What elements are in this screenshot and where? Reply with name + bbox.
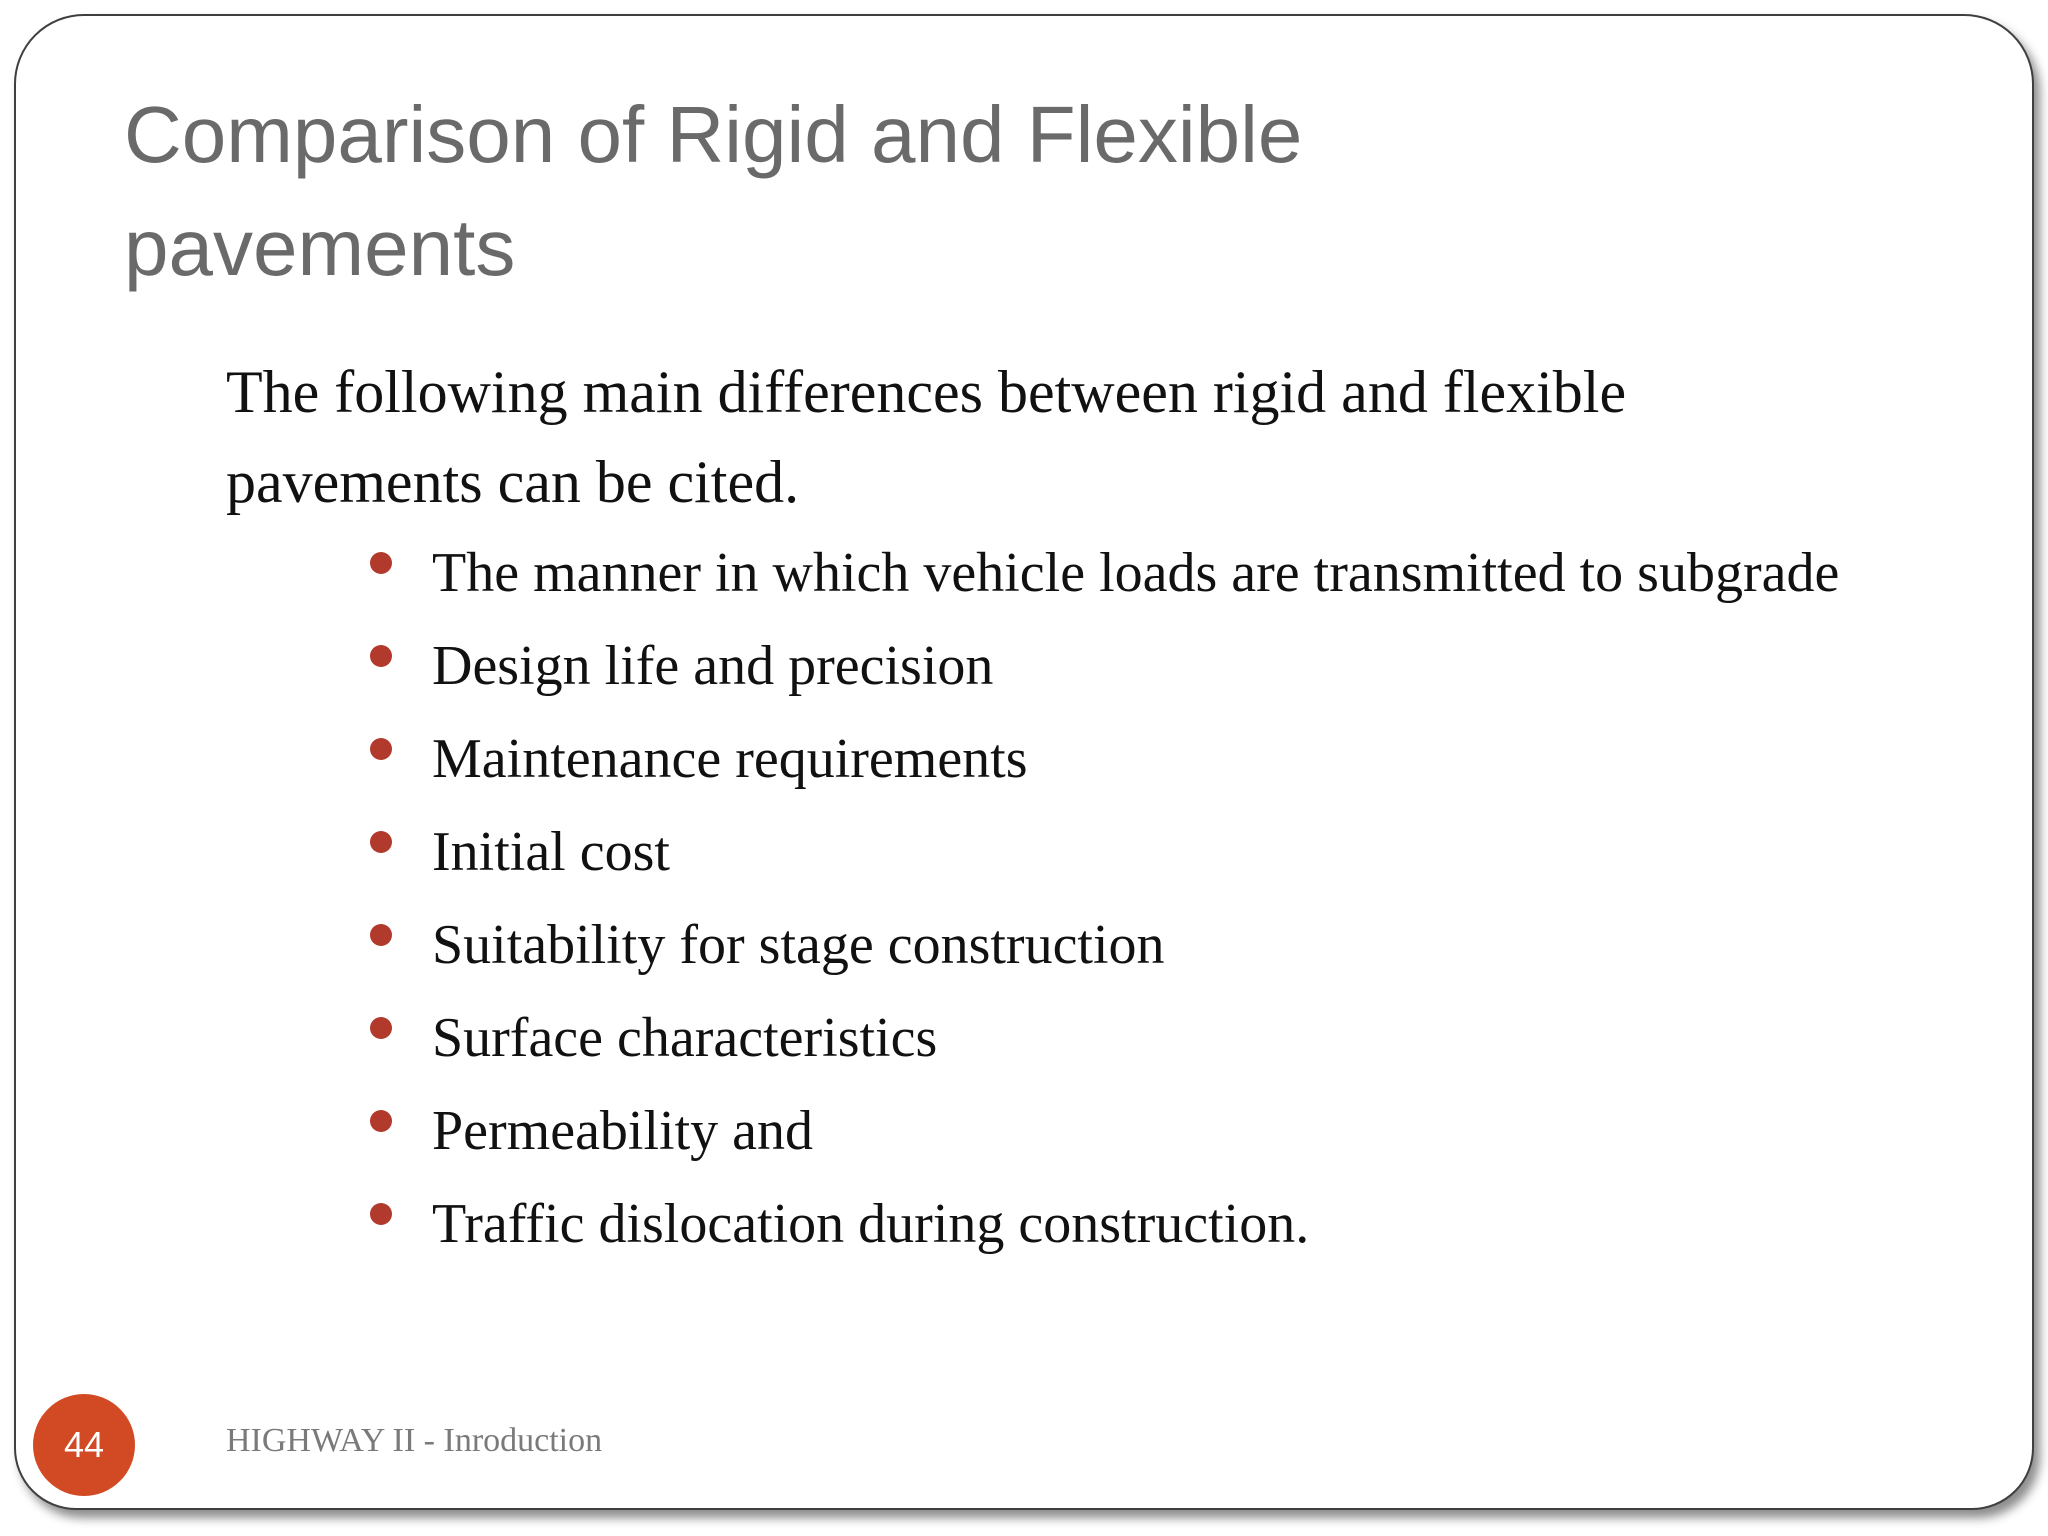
bullet-dot-icon	[370, 831, 392, 853]
bullet-text: Design life and precision	[432, 635, 994, 697]
bullet-item	[432, 1183, 1872, 1265]
bullet-text: The manner in which vehicle loads are transmitted to subgrade	[432, 542, 1840, 604]
slide-title: Comparison of Rigid and Flexible pavements	[124, 90, 1303, 292]
bullet-item	[432, 1090, 1872, 1172]
bullet-text: Suitability for stage construction	[432, 914, 1165, 976]
bullet-text: Traffic dislocation during construction.	[432, 1193, 1310, 1255]
page-number-badge: 44	[33, 1394, 135, 1496]
bullet-item	[432, 811, 1872, 893]
bullet-text: Maintenance requirements	[432, 728, 1028, 790]
bullet-dot-icon	[370, 738, 392, 760]
footer-text: HIGHWAY II - Inroduction	[226, 1422, 603, 1459]
bullet-item	[432, 718, 1872, 800]
bullet-dot-icon	[370, 645, 392, 667]
intro-paragraph: The following main differences between rigid and flexible pavements can be cited.	[226, 359, 1627, 515]
bullet-dot-icon	[370, 1203, 392, 1225]
bullet-dot-icon	[370, 924, 392, 946]
bullet-text: Permeability and	[432, 1100, 814, 1162]
bullet-list	[432, 532, 1872, 1276]
bullet-text: Surface characteristics	[432, 1007, 938, 1069]
bullet-dot-icon	[370, 552, 392, 574]
bullet-dot-icon	[370, 1017, 392, 1039]
bullet-dot-icon	[370, 1110, 392, 1132]
bullet-item	[432, 532, 1872, 614]
bullet-text: Initial cost	[432, 821, 670, 883]
bullet-item	[432, 625, 1872, 707]
bullet-item	[432, 904, 1872, 986]
bullet-item	[432, 997, 1872, 1079]
